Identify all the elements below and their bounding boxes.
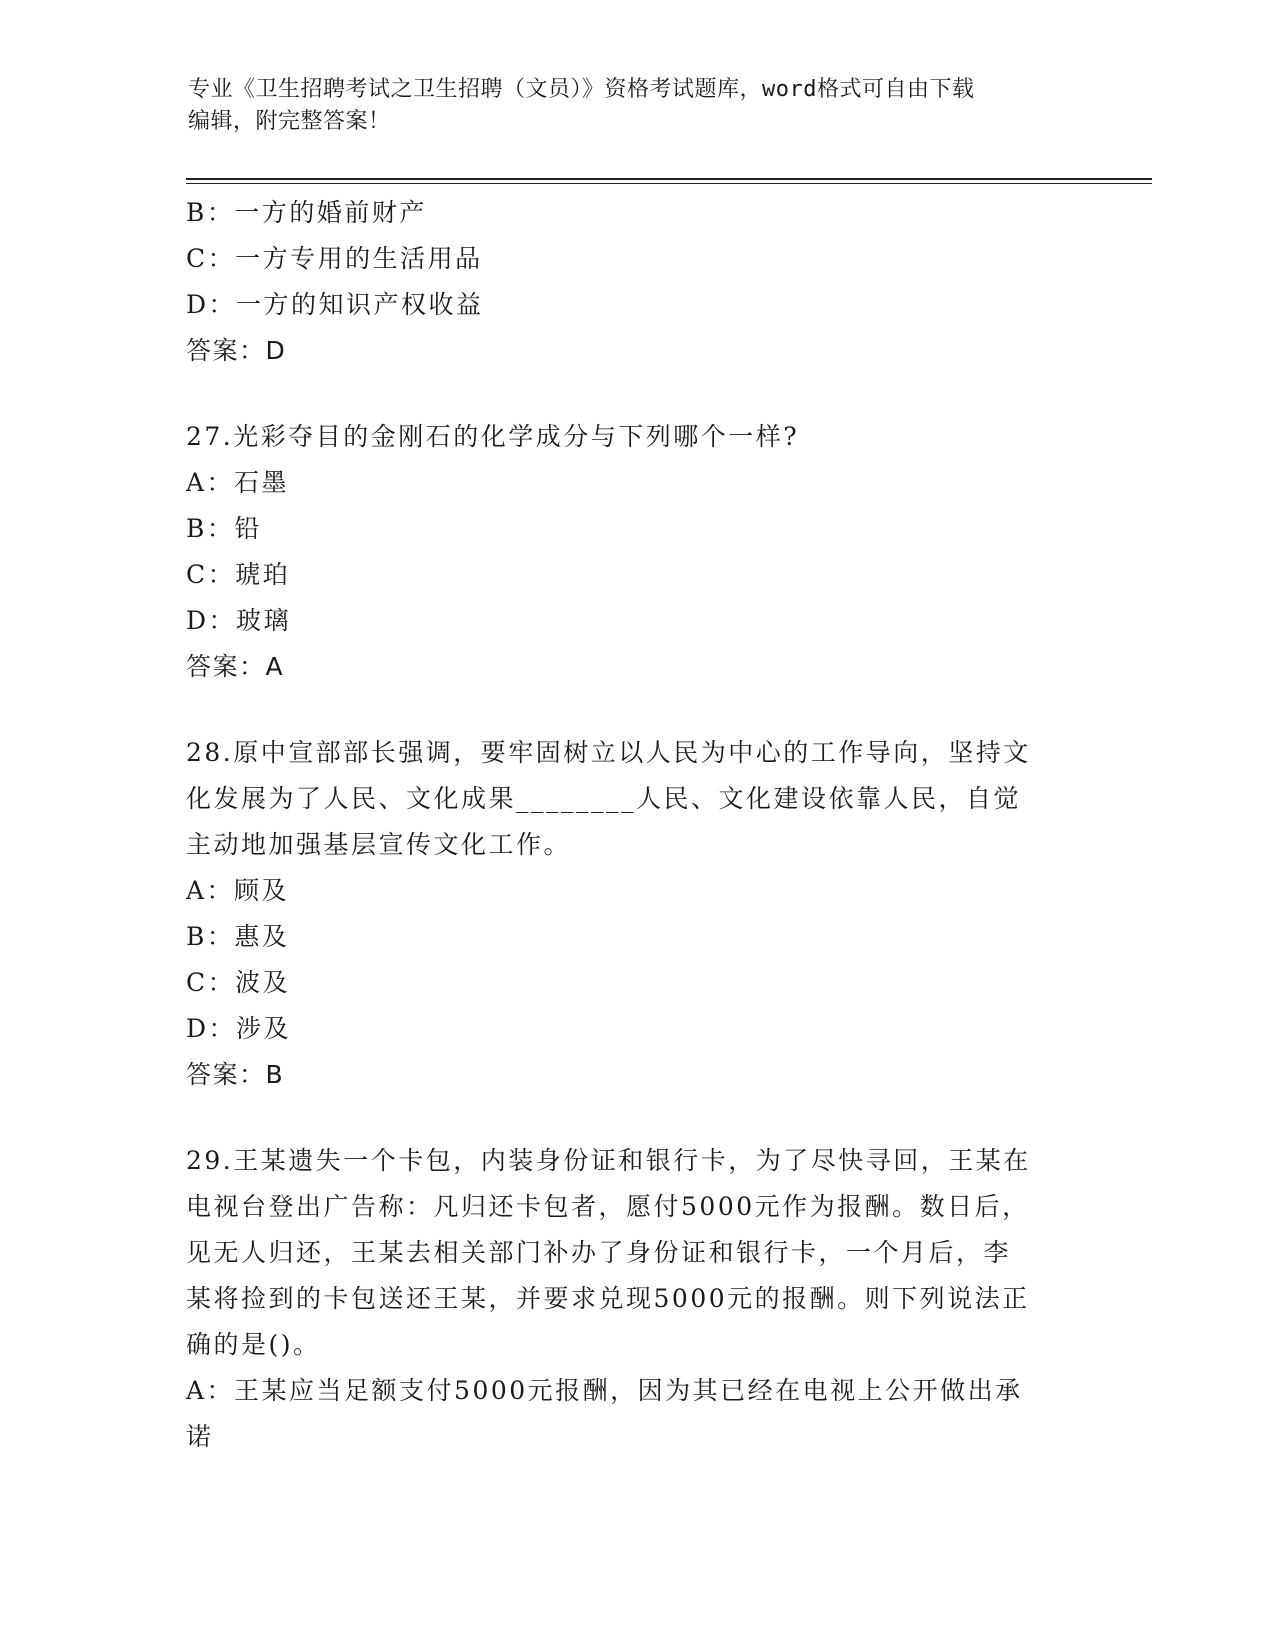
option-a: A：王某应当足额支付5000元报酬，因为其已经在电视上公开做出承 xyxy=(186,1376,1023,1405)
header-divider-thick xyxy=(186,178,1152,180)
option-b: B：铅 xyxy=(186,514,262,543)
option-c: C：琥珀 xyxy=(186,560,291,589)
option-a: A：石墨 xyxy=(186,468,290,497)
question-stem-line: 某将捡到的卡包送还王某，并要求兑现5000元的报酬。则下列说法正 xyxy=(186,1284,1030,1313)
option-b: B：惠及 xyxy=(186,922,290,951)
answer-line: 答案：B xyxy=(186,1060,285,1089)
option-d: D：一方的知识产权收益 xyxy=(186,290,484,319)
question-stem-line: 28.原中宣部部长强调，要牢固树立以人民为中心的工作导向，坚持文 xyxy=(186,738,1031,767)
question-stem-line: 确的是()。 xyxy=(186,1330,321,1359)
header-divider-thin xyxy=(186,183,1152,184)
header-line-2: 编辑，附完整答案！ xyxy=(188,109,391,134)
option-d: D：涉及 xyxy=(186,1014,292,1043)
question-26-tail xyxy=(186,190,1086,374)
question-29 xyxy=(186,1138,1086,1460)
question-28 xyxy=(186,730,1086,1098)
answer-line: 答案：A xyxy=(186,652,285,681)
option-d: D：玻璃 xyxy=(186,606,292,635)
question-content xyxy=(186,190,1086,1460)
question-stem-line: 主动地加强基层宣传文化工作。 xyxy=(186,830,572,859)
answer-line: 答案：D xyxy=(186,336,287,365)
question-stem-line: 见无人归还，王某去相关部门补办了身份证和银行卡，一个月后，李 xyxy=(186,1238,1012,1267)
option-b: B：一方的婚前财产 xyxy=(186,198,427,227)
question-27 xyxy=(186,414,1086,690)
document-header xyxy=(188,74,1068,138)
header-line-1: 专业《卫生招聘考试之卫生招聘（文员）》资格考试题库，word格式可自由下载 xyxy=(188,77,975,102)
option-c: C：波及 xyxy=(186,968,291,997)
option-a-continued: 诺 xyxy=(186,1422,214,1451)
option-a: A：顾及 xyxy=(186,876,290,905)
option-c: C：一方专用的生活用品 xyxy=(186,244,483,273)
question-stem-line: 27.光彩夺目的金刚石的化学成分与下列哪个一样? xyxy=(186,422,800,451)
question-stem-line: 化发展为了人民、文化成果________人民、文化建设依靠人民，自觉 xyxy=(186,784,1022,813)
question-stem-line: 电视台登出广告称：凡归还卡包者，愿付5000元作为报酬。数日后， xyxy=(186,1192,1030,1221)
question-stem-line: 29.王某遗失一个卡包，内装身份证和银行卡，为了尽快寻回，王某在 xyxy=(186,1146,1031,1175)
